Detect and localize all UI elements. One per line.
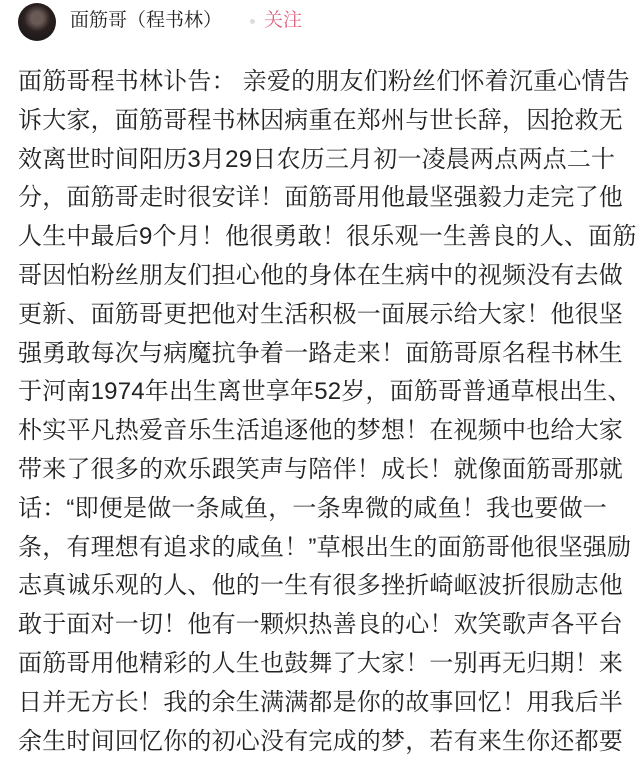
post-text-line: 余生时间回忆你的初心没有完成的梦，若有来生你还都要 (18, 727, 623, 755)
post-header (0, 0, 640, 44)
post-text-line: 哥因怕粉丝朋友们担心他的身体在生病中的视频没有去做 (18, 261, 623, 289)
post-text-line: 效离世时间阳历3月29日农历三月初一凌晨两点两点二十 (18, 145, 616, 173)
avatar[interactable] (18, 3, 56, 41)
post-text-line: 更新、面筋哥更把他对生活积极一面展示给大家！他很坚 (18, 300, 623, 328)
post-text-line: 日并无方长！我的余生满满都是你的故事回忆！用我后半 (18, 688, 623, 716)
post-text-line: 强勇敢每次与病魔抗争着一路走来！面筋哥原名程书林生 (18, 339, 623, 367)
post-text-line: 人生中最后9个月！他很勇敢！很乐观一生善良的人、面筋 (18, 223, 637, 251)
author-name[interactable]: 面筋哥（程书林） (70, 10, 223, 31)
post-text-line: 朴实平凡热爱音乐生活追逐他的梦想！在视频中也给大家 (18, 417, 623, 445)
post-text-line: 话：“即便是做一条咸鱼，一条卑微的咸鱼！我也要做一 (18, 494, 607, 522)
post-text-line: 条，有理想有追求的咸鱼！”草根出生的面筋哥他很坚强励 (18, 533, 632, 561)
post-text-line: 志真诚乐观的人、他的一生有很多挫折崎岖波折很励志他 (18, 572, 623, 600)
post-text-line: 面筋哥用他精彩的人生也鼓舞了大家！一别再无归期！来 (18, 649, 623, 677)
separator-dot (250, 19, 255, 24)
post-text-line: 面筋哥程书林讣告： 亲爱的朋友们粉丝们怀着沉重心情告 (18, 68, 630, 95)
post-body (18, 63, 637, 761)
post-text-line: 分，面筋哥走时很安详！面筋哥用他最坚强毅力走完了他 (18, 184, 623, 212)
post-text-line: 带来了很多的欢乐跟笑声与陪伴！成长！就像面筋哥那就 (18, 455, 623, 483)
post-text-line: 敢于面对一切！他有一颗炽热善良的心！欢笑歌声各平台 (18, 611, 623, 639)
post-text-line: 诉大家，面筋哥程书林因病重在郑州与世长辞，因抢救无 (18, 106, 623, 134)
follow-button[interactable]: 关注 (264, 10, 303, 31)
post-text-line: 于河南1974年出生离世享年52岁，面筋哥普通草根出生、 (18, 378, 632, 406)
